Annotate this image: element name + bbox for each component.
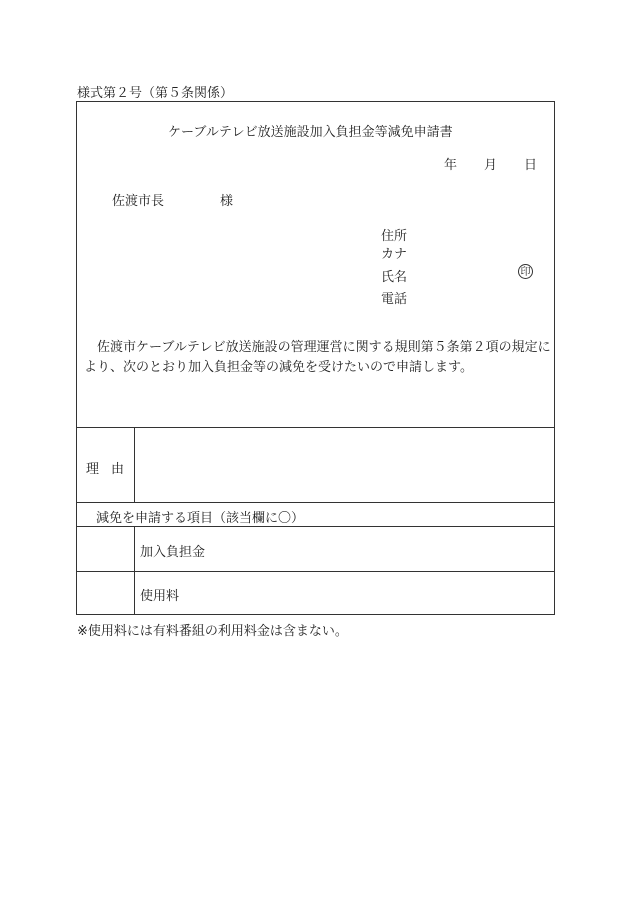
reason-label: 理由: [86, 462, 137, 477]
applicant-address-label: 住所: [381, 229, 408, 244]
addressee-mayor: 佐渡市長: [112, 194, 165, 209]
application-statement: [84, 338, 552, 378]
applicant-name-label: 氏名: [381, 270, 408, 285]
item-enrollment-fee: 加入負担金: [140, 545, 206, 560]
applicant-phone-label: 電話: [381, 292, 408, 307]
application-statement-text: 佐渡市ケーブルテレビ放送施設の管理運営に関する規則第５条第２項の規定により、次のとおり加入負担金等の減免を受けたいので申請します。: [84, 340, 551, 375]
divider-items-header: [77, 526, 554, 527]
seal-mark: 印: [518, 264, 533, 279]
items-header: 減免を申請する項目（該当欄に〇）: [96, 511, 305, 526]
date-year-label: 年: [444, 158, 458, 173]
applicant-kana-label: カナ: [381, 247, 408, 262]
divider-reason-bottom: [77, 502, 554, 503]
footnote: ※使用料には有料番組の利用料金は含まない。: [77, 624, 348, 639]
addressee-honorific: 様: [220, 194, 234, 209]
divider-checkbox-column: [134, 526, 135, 615]
divider-reason-top: [77, 427, 554, 428]
date-day-label: 日: [524, 158, 538, 173]
form-number: 様式第２号（第５条関係）: [77, 86, 234, 101]
divider-item-1: [77, 571, 554, 572]
date-month-label: 月: [484, 158, 498, 173]
item-usage-fee: 使用料: [140, 589, 180, 604]
form-title: ケーブルテレビ放送施設加入負担金等減免申請書: [168, 125, 453, 140]
